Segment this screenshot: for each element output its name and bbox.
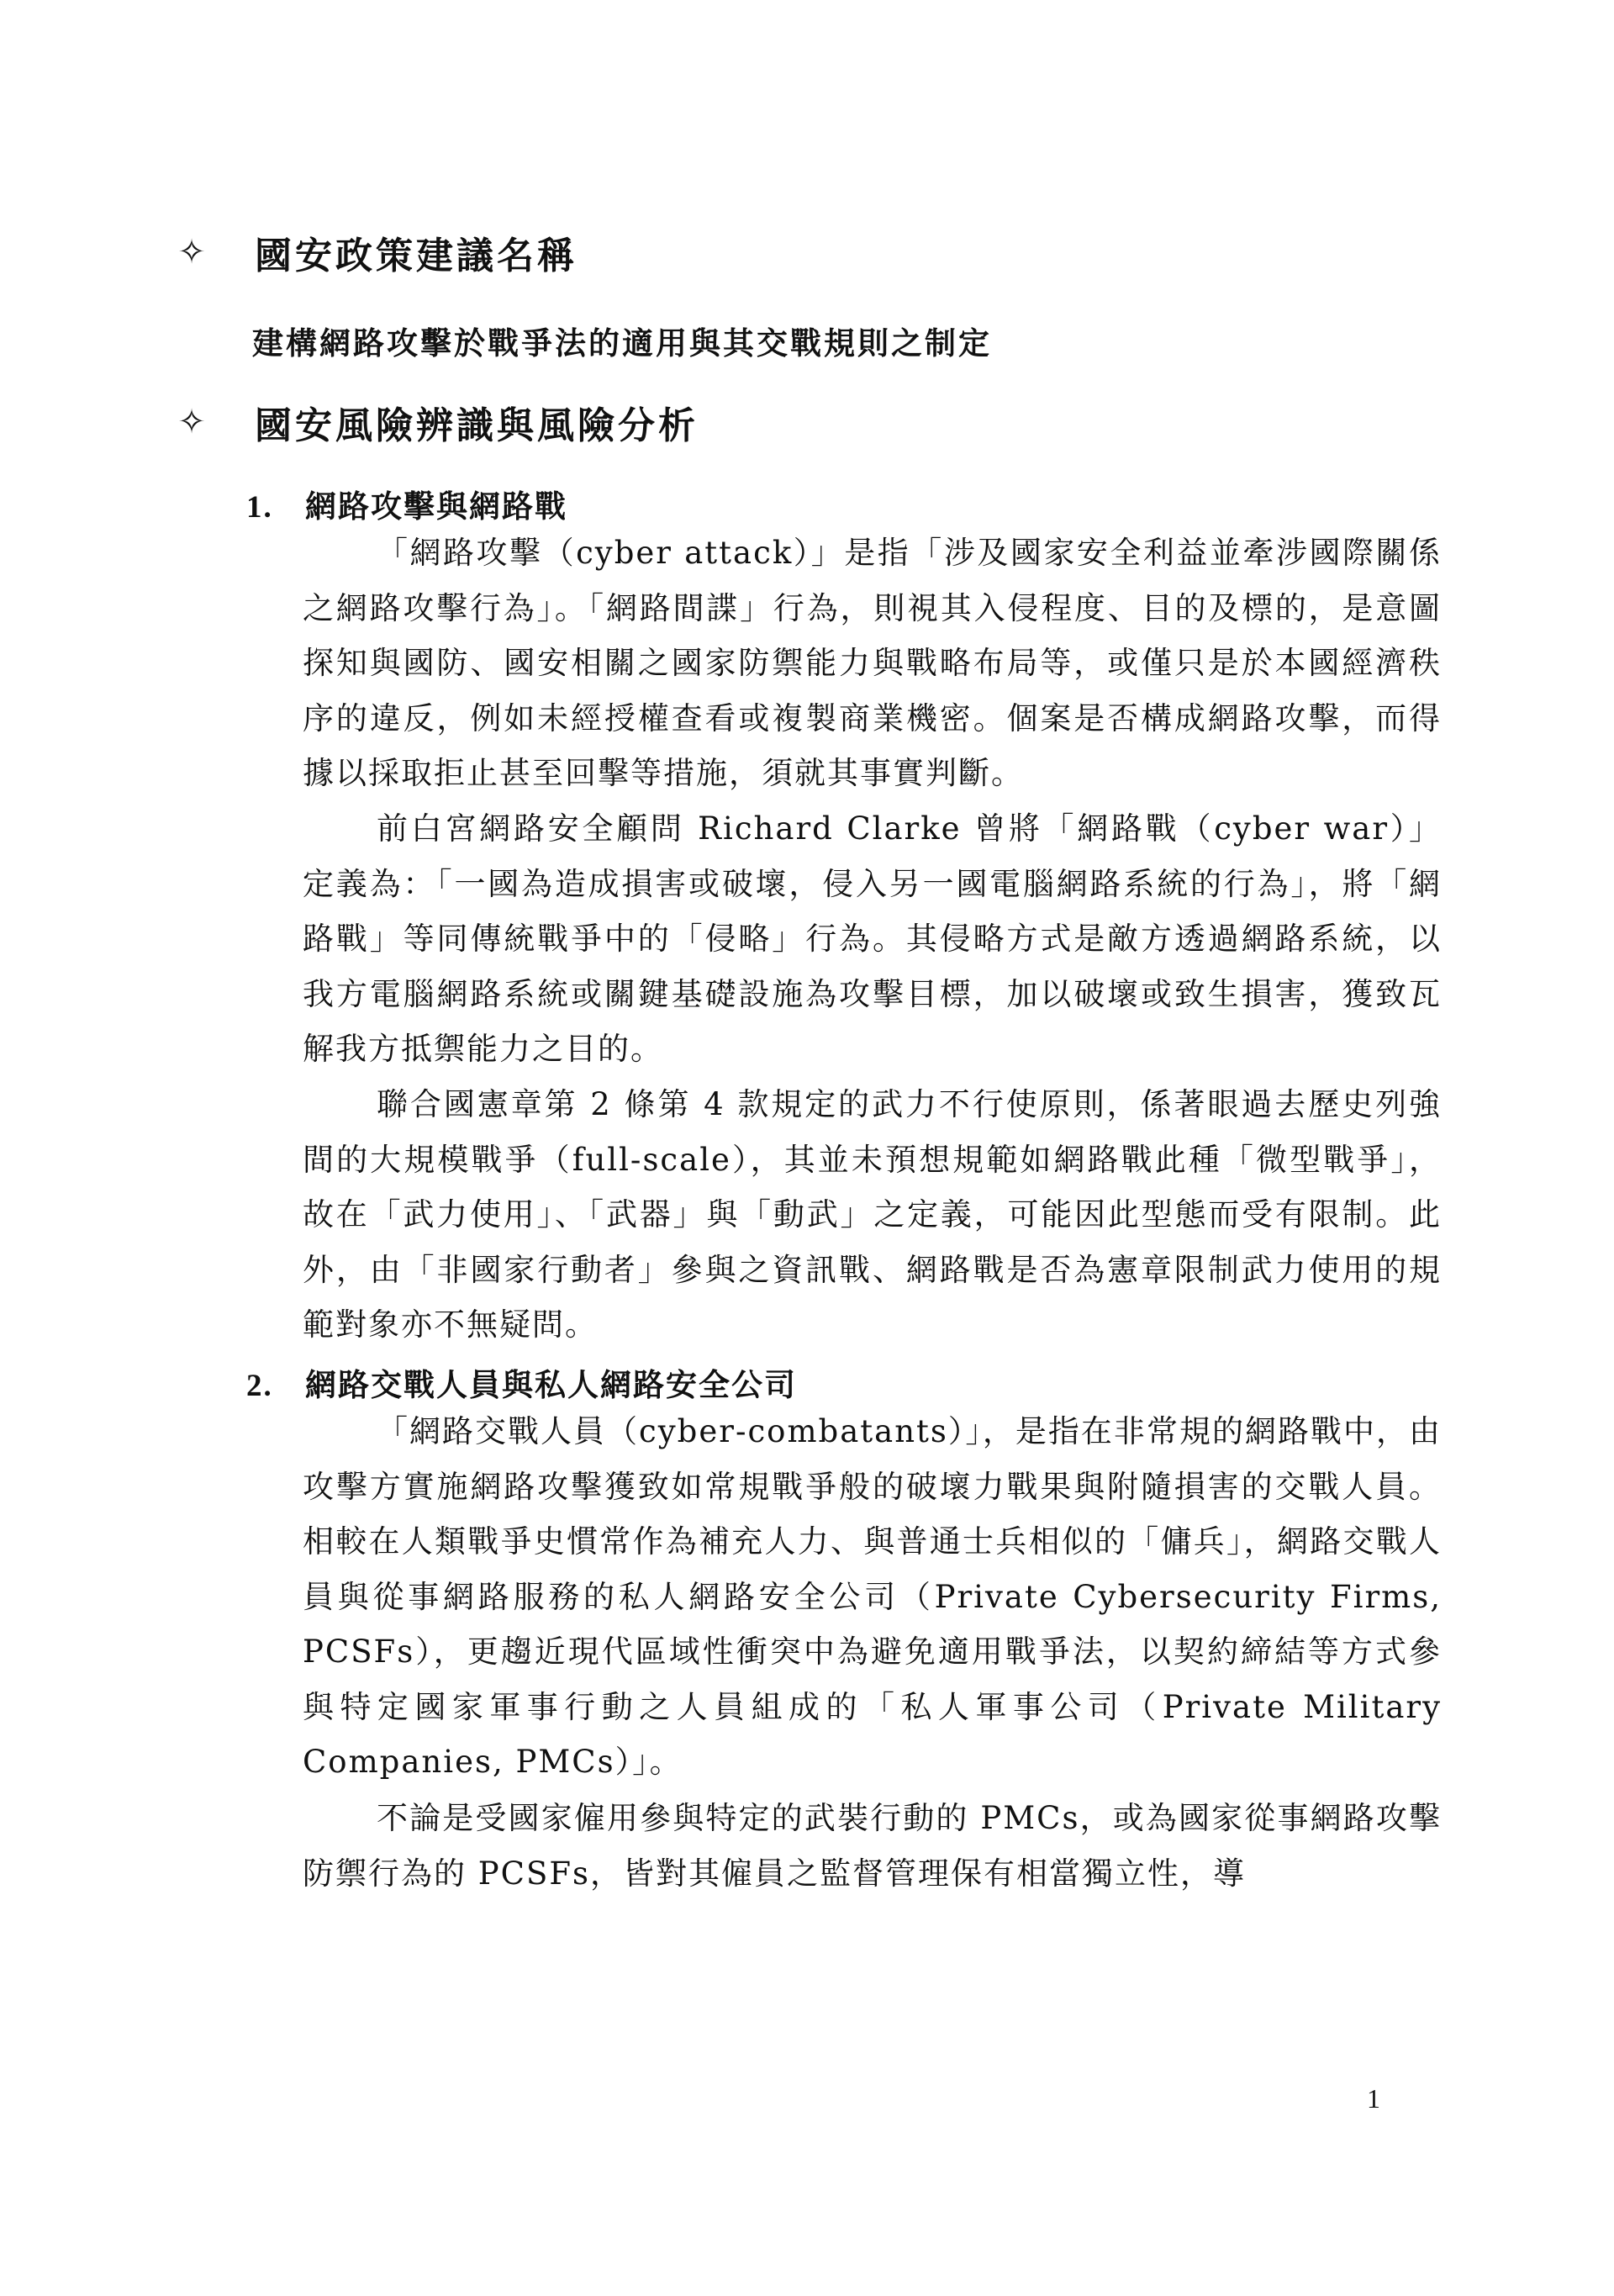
paragraph: 前白宮網路安全顧問 Richard Clarke 曾將「網路戰（cyber war）」定義為：「一國為造成損害或破壞，侵入另一國電腦網路系統的行為」，將「網路戰」等同傳統戰爭中的「侵略」行為。其侵略方式是敵方透過網路系統，以我方電腦網路系統或關鍵基礎設施為攻擊目標，加以破壞或致生損害，獲致瓦解我方抵禦能力之目的。 — [303, 810, 1442, 1067]
page-number: 1 — [1367, 2083, 1380, 2114]
section-title: 網路交戰人員與私人網路安全公司 — [305, 1366, 797, 1403]
policy-name-heading — [172, 225, 578, 279]
section-number: 1. — [246, 490, 273, 525]
section-title: 網路攻擊與網路戰 — [305, 488, 567, 525]
policy-name-heading-text: 國安政策建議名稱 — [255, 235, 578, 277]
section-heading-1 — [246, 481, 567, 526]
paragraph: 「網路交戰人員（cyber-combatants）」，是指在非常規的網路戰中，由攻擊方實施網路攻擊獲致如常規戰爭般的破壞力戰果與附隨損害的交戰人員。相較在人類戰爭史慣常作為補充人力、與普通士兵相似的「傭兵」，網路交戰人員與從事網路服務的私人網路安全公司（Private Cybersecurity Firms, PCSFs），更趨近現代區域性衝突中為避免適用戰爭法，以契約締結等方式參與特定國家軍事行動之人員組成的「私人軍事公司（Private Military Companies, PMCs）」。 — [303, 1413, 1442, 1780]
risk-analysis-heading — [172, 395, 699, 449]
paragraph: 不論是受國家僱用參與特定的武裝行動的 PMCs，或為國家從事網路攻擊防禦行為的 PCSFs，皆對其僱員之監督管理保有相當獨立性，導 — [303, 1800, 1442, 1892]
diamond-outline-icon: ✧ — [177, 403, 209, 441]
paragraph: 聯合國憲章第 2 條第 4 款規定的武力不行使原則，係著眼過去歷史列強間的大規模戰爭（full-scale），其並未預想規範如網路戰此種「微型戰爭」，故在「武力使用」、「武器」與「動武」之定義，可能因此型態而受有限制。此外，由「非國家行動者」參與之資訊戰、網路戰是否為憲章限制武力使用的規範對象亦不無疑問。 — [303, 1086, 1442, 1343]
paragraph: 「網路攻擊（cyber attack）」是指「涉及國家安全利益並牽涉國際關係之網路攻擊行為」。「網路間諜」行為，則視其入侵程度、目的及標的，是意圖探知與國防、國安相關之國家防禦能力與戰略布局等，或僅只是於本國經濟秩序的違反，例如未經授權查看或複製商業機密。個案是否構成網路攻擊，而得據以採取拒止甚至回擊等措施，須就其事實判斷。 — [303, 535, 1442, 791]
diamond-outline-icon: ✧ — [177, 233, 209, 272]
policy-name: 建構網路攻擊於戰爭法的適用與其交戰規則之制定 — [252, 325, 992, 362]
risk-analysis-heading-text: 國安風險辨識與風險分析 — [255, 404, 699, 447]
section-heading-2 — [246, 1359, 797, 1405]
section-number: 2. — [246, 1369, 273, 1403]
